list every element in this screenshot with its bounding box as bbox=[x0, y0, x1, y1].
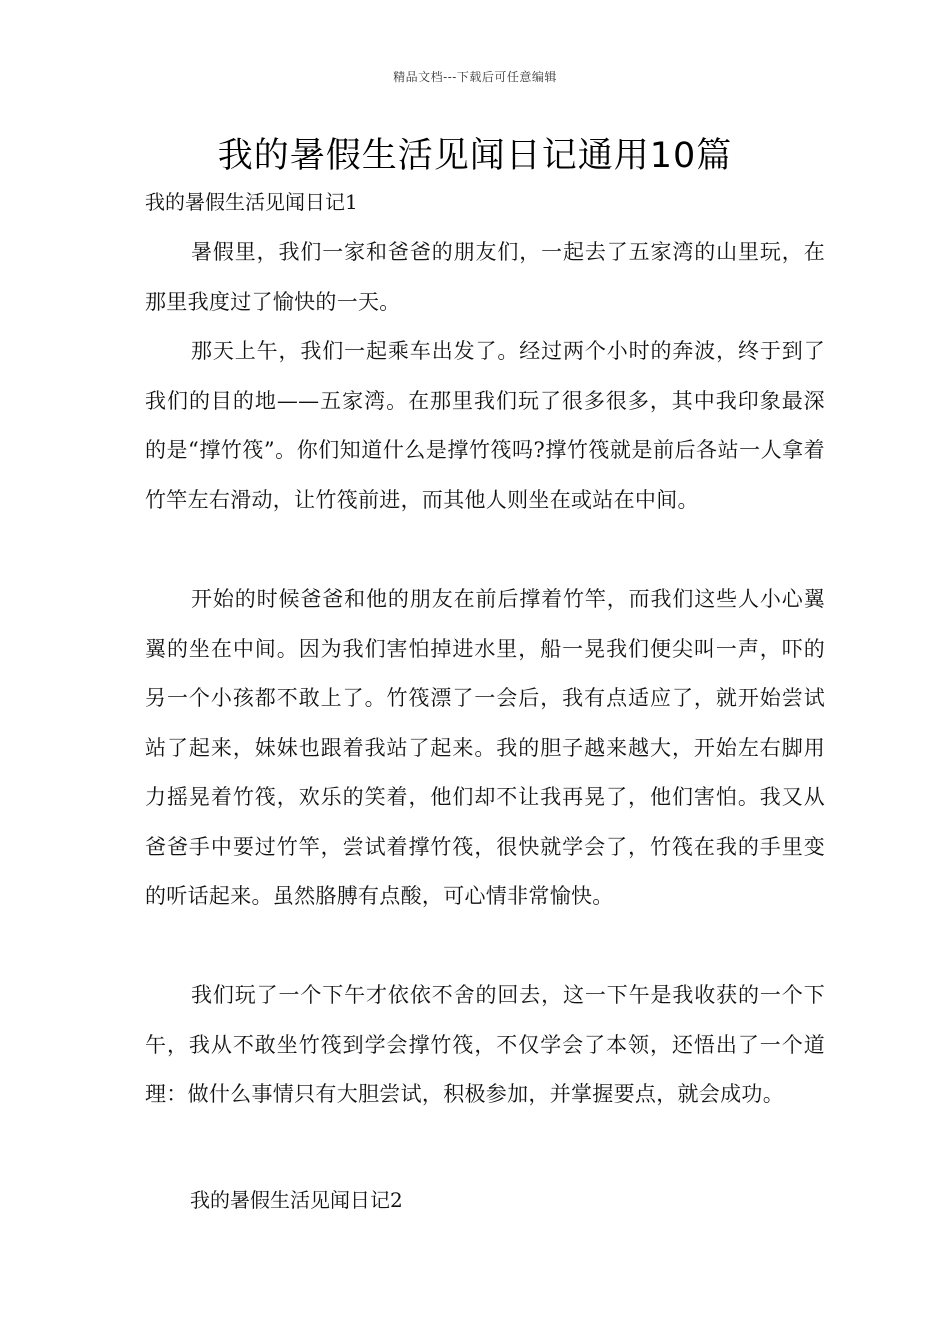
header-note: 精品文档---下载后可任意编辑 bbox=[393, 70, 557, 84]
paragraph-2: 那天上午，我们一起乘车出发了。经过两个小时的奔波，终于到了我们的目的地——五家湾。在那里我们玩了很多很多，其中我印象最深的是“撑竹筏”。你们知道什么是撑竹筏吗?撑竹筏就是前后各站一人拿着竹竿左右滑动，让竹筏前进，而其他人则坐在或站在中间。 bbox=[145, 339, 825, 512]
paragraph-4: 我们玩了一个下午才依依不舍的回去，这一下午是我收获的一个下午，我从不敢坐竹筏到学会撑竹筏，不仅学会了本领，还悟出了一个道理：做什么事情只有大胆尝试，积极参加，并掌握要点，就会成功。 bbox=[145, 983, 825, 1106]
section-heading-1: 我的暑假生活见闻日记1 bbox=[145, 190, 358, 214]
paragraph-3: 开始的时候爸爸和他的朋友在前后撑着竹竿，而我们这些人小心翼翼的坐在中间。因为我们害怕掉进水里，船一晃我们便尖叫一声，吓的另一个小孩都不敢上了。竹筏漂了一会后，我有点适应了，就开始尝试站了起来，妹妹也跟着我站了起来。我的胆子越来越大，开始左右脚用力摇晃着竹筏，欢乐的笑着，他们却不让我再晃了，他们害怕。我又从爸爸手中要过竹竿，尝试着撑竹筏，很快就学会了，竹筏在我的手里变的听话起来。虽然胳膊有点酸，可心情非常愉快。 bbox=[145, 587, 825, 908]
document-title: 我的暑假生活见闻日记通用10篇 bbox=[217, 136, 733, 176]
section-heading-2: 我的暑假生活见闻日记2 bbox=[190, 1188, 403, 1212]
paragraph-1: 暑假里，我们一家和爸爸的朋友们，一起去了五家湾的山里玩，在那里我度过了愉快的一天。 bbox=[145, 240, 825, 314]
